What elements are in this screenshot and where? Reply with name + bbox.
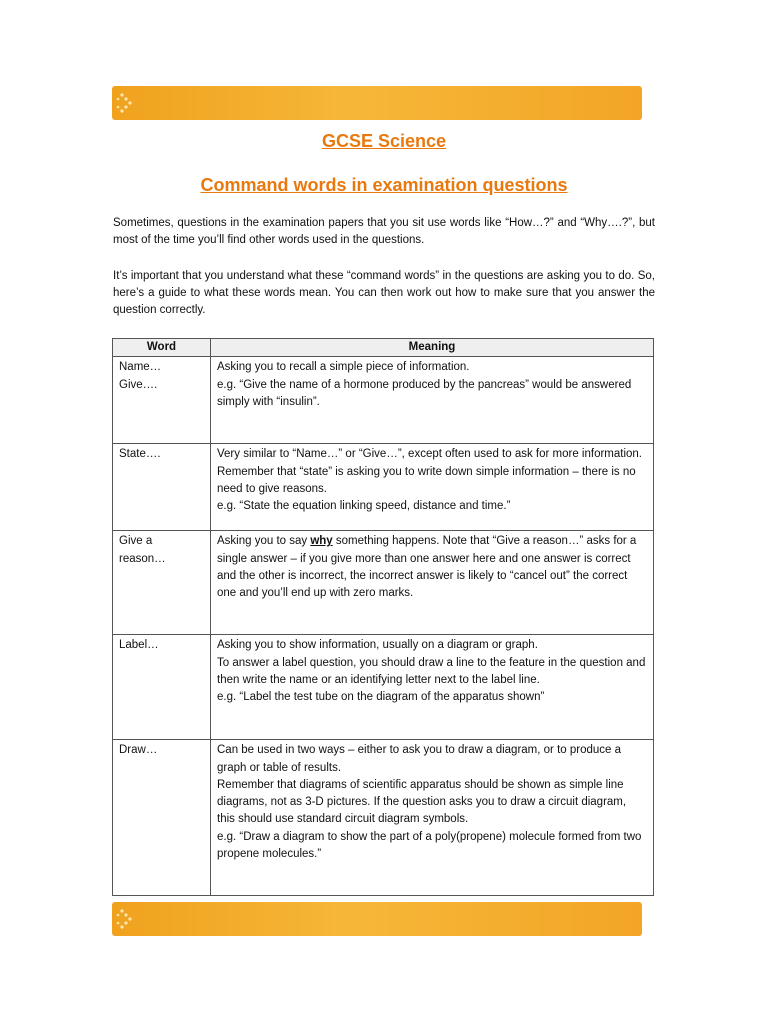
column-header-word: Word — [113, 339, 211, 357]
meaning-line: Asking you to recall a simple piece of information. — [217, 361, 470, 374]
header-banner — [112, 86, 642, 120]
footer-banner — [112, 902, 642, 936]
command-meaning — [211, 357, 654, 444]
document-title: GCSE Science — [321, 131, 447, 151]
table-row — [113, 444, 654, 531]
intro-paragraph: Sometimes, questions in the examination papers that you sit use words like “How…?” and “Why….?”, but most of the time you’ll find other words used in the questions. — [113, 217, 655, 246]
banner-arrow-icon — [112, 902, 172, 936]
meaning-line: Remember that diagrams of scientific apparatus should be shown as simple line diagrams, not as 3-D pictures. If the question asks you to draw a circuit diagram, this should use standard circuit diagram symbols. — [217, 778, 627, 826]
meaning-line: e.g. “State the equation linking speed, distance and time.” — [217, 500, 511, 513]
meaning-line: To answer a label question, you should draw a line to the feature in the question and then write the name or an identifying letter next to the label line. — [217, 656, 646, 686]
meaning-line: e.g. “Give the name of a hormone produced by the pancreas” would be answered simply with “insulin”. — [217, 378, 632, 408]
meaning-line: Can be used in two ways – either to ask you to draw a diagram, or to produce a graph or table of results. — [217, 744, 621, 774]
table-row — [113, 531, 654, 635]
command-meaning — [211, 444, 654, 531]
command-word: Label… — [113, 635, 211, 740]
command-meaning — [211, 740, 654, 896]
meaning-line: Asking you to show information, usually on a diagram or graph. — [217, 639, 538, 652]
table-header-row — [113, 339, 654, 357]
meaning-line: e.g. “Label the test tube on the diagram of the apparatus shown” — [217, 691, 545, 704]
column-header-meaning: Meaning — [211, 339, 654, 357]
meaning-line: e.g. “Draw a diagram to show the part of a poly(propene) molecule formed from two propene molecules.” — [217, 830, 642, 861]
intro-paragraph: It’s important that you understand what these “command words” in the questions are asking you to do. So, here’s a guide to what these words mean. You can then work out how to make sure that you answer the question correctly. — [113, 270, 655, 316]
command-words-table — [112, 338, 654, 896]
table-row — [113, 635, 654, 740]
emphasis-why: why — [310, 535, 333, 548]
command-word: Give a reason… — [113, 531, 211, 635]
command-word: State…. — [113, 444, 211, 531]
meaning-text: something happens. Note that “Give a reason…” asks for a single answer – if you give more than one answer here and one answer is correct and the other is incorrect, the incorrect answer is likely to “cancel out” the correct one and you’ll end up with zero marks. — [217, 535, 637, 600]
meaning-line: Very similar to “Name…” or “Give…”, except often used to ask for more information. Remember that “state” is asking you to write down simple information – there is no need to give reasons. — [217, 448, 643, 495]
command-word: Name… Give…. — [113, 357, 211, 444]
document-subtitle: Command words in examination questions — [200, 175, 568, 195]
meaning-text: Asking you to say — [217, 535, 311, 548]
command-meaning — [211, 635, 654, 740]
command-word: Draw… — [113, 740, 211, 896]
banner-arrow-icon — [112, 86, 172, 120]
table-row — [113, 740, 654, 896]
command-meaning — [211, 531, 654, 635]
table-row — [113, 357, 654, 444]
